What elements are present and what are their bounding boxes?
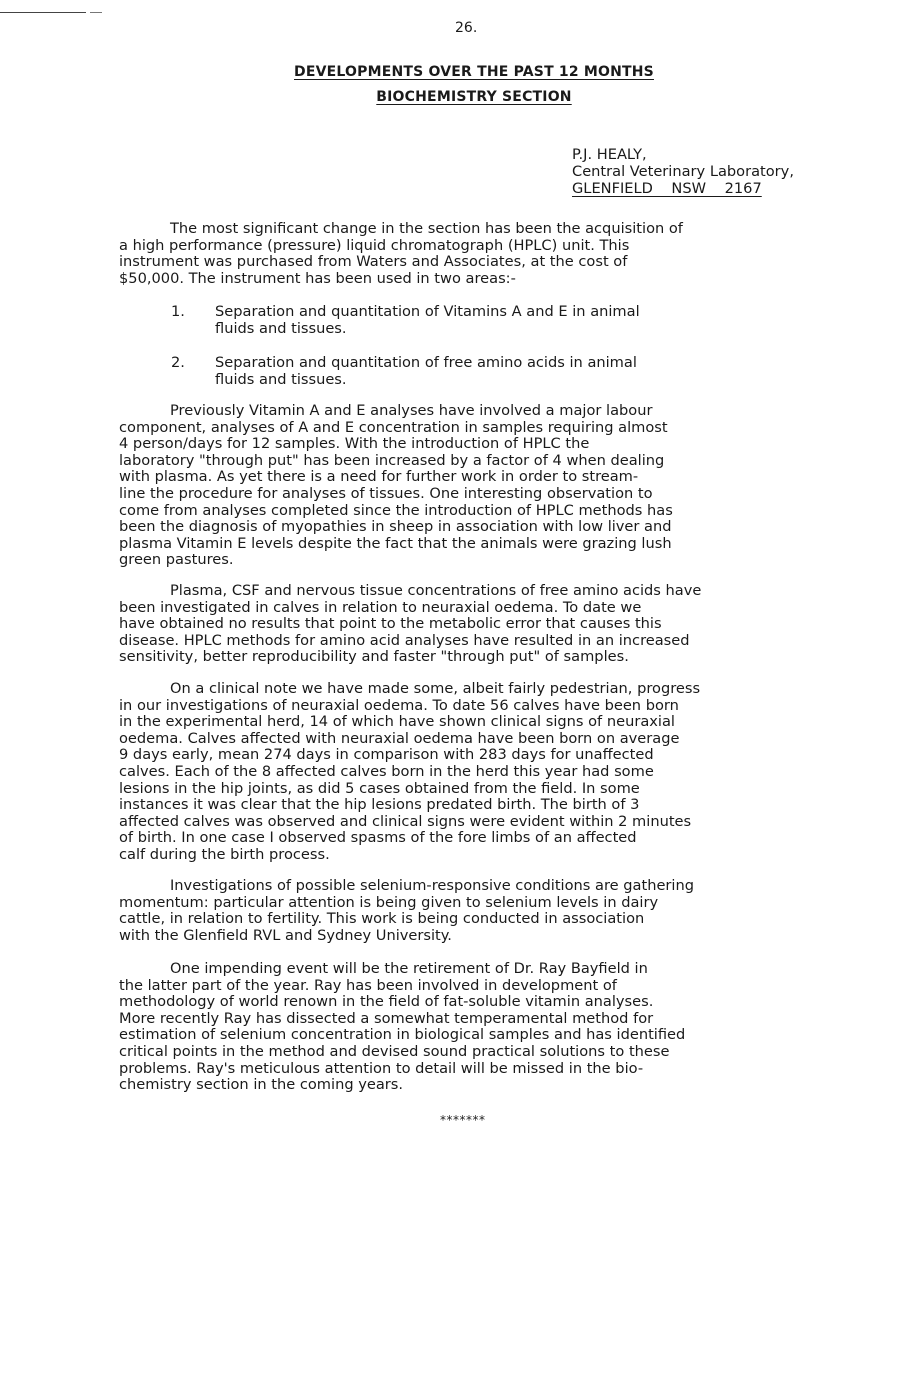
paragraph-line: 4 person/days for 12 samples. With the introduction of HPLC the xyxy=(119,435,590,453)
author-organization: Central Veterinary Laboratory, xyxy=(572,163,794,180)
paragraph-line: $50,000. The instrument has been used in two areas:- xyxy=(119,269,516,287)
list-item-line: fluids and tissues. xyxy=(215,370,347,388)
paragraph-line: plasma Vitamin E levels despite the fact that the animals were grazing lush xyxy=(119,534,672,552)
paragraph-line: More recently Ray has dissected a somewhat temperamental method for xyxy=(119,1009,654,1027)
list-item-line: fluids and tissues. xyxy=(215,319,347,337)
author-address: GLENFIELD NSW 2167 xyxy=(572,180,762,197)
paragraph-line: oedema. Calves affected with neuraxial oedema have been born on average xyxy=(119,729,680,747)
paragraph-line: a high performance (pressure) liquid chromatograph (HPLC) unit. This xyxy=(119,236,630,254)
paragraph-line: line the procedure for analyses of tissues. One interesting observation to xyxy=(119,484,653,502)
paragraph-line: Plasma, CSF and nervous tissue concentrations of free amino acids have xyxy=(170,582,702,599)
paragraph-line: 9 days early, mean 274 days in comparison with 283 days for unaffected xyxy=(119,746,654,764)
list-item-number: 1. xyxy=(171,303,185,320)
paragraph-line: On a clinical note we have made some, albeit fairly pedestrian, progress xyxy=(170,680,701,697)
paragraph-line: green pastures. xyxy=(119,551,234,569)
paragraph-line: of birth. In one case I observed spasms of the fore limbs of an affected xyxy=(119,829,637,847)
paragraph-line: cattle, in relation to fertility. This work is being conducted in association xyxy=(119,910,645,928)
paragraph-line: been investigated in calves in relation to neuraxial oedema. To date we xyxy=(119,598,642,616)
paragraph-line: in the experimental herd, 14 of which have shown clinical signs of neuraxial xyxy=(119,713,675,731)
list-item-line: Separation and quantitation of Vitamins A and E in animal xyxy=(215,303,640,320)
paragraph-line: affected calves was observed and clinical signs were evident within 2 minutes xyxy=(119,812,692,830)
paragraph-line: lesions in the hip joints, as did 5 cases obtained from the field. In some xyxy=(119,779,640,797)
page-number: 26. xyxy=(455,20,478,36)
list-item-number: 2. xyxy=(171,354,185,371)
paragraph-line: instances it was clear that the hip lesions predated birth. The birth of 3 xyxy=(119,796,640,814)
author-block xyxy=(572,146,794,197)
paragraph-selenium xyxy=(119,878,849,944)
paragraph-line: been the diagnosis of myopathies in sheep in association with low liver and xyxy=(119,518,672,536)
paragraph-line: disease. HPLC methods for amino acid analyses have resulted in an increased xyxy=(119,631,690,649)
paragraph-vitamin-analyses xyxy=(119,403,849,569)
paragraph-amino-acids xyxy=(119,583,849,666)
list-item-line: Separation and quantitation of free amino acids in animal xyxy=(215,354,637,371)
section-title-text: BIOCHEMISTRY SECTION xyxy=(376,89,572,105)
document-title-text: DEVELOPMENTS OVER THE PAST 12 MONTHS xyxy=(294,64,654,80)
paragraph-line: the latter part of the year. Ray has been involved in development of xyxy=(119,976,617,994)
header-rule xyxy=(0,12,86,13)
paragraph-line: Previously Vitamin A and E analyses have involved a major labour xyxy=(170,402,653,419)
list-item-text xyxy=(215,304,640,337)
paragraph-line: critical points in the method and devised sound practical solutions to these xyxy=(119,1042,670,1060)
header-rule-tick xyxy=(90,12,102,13)
document-title xyxy=(24,64,900,80)
paragraph-line: in our investigations of neuraxial oedema. To date 56 calves have been born xyxy=(119,696,679,714)
list-item-text xyxy=(215,355,637,388)
paragraph-retirement xyxy=(119,961,849,1094)
paragraph-line: instrument was purchased from Waters and Associates, at the cost of xyxy=(119,253,628,271)
paragraph-line: have obtained no results that point to the metabolic error that causes this xyxy=(119,615,662,633)
paragraph-neuraxial-oedema xyxy=(119,681,849,864)
paragraph-line: momentum: particular attention is being given to selenium levels in dairy xyxy=(119,893,659,911)
paragraph-line: come from analyses completed since the introduction of HPLC methods has xyxy=(119,501,673,519)
paragraph-intro xyxy=(119,221,849,287)
paragraph-line: problems. Ray's meticulous attention to detail will be missed in the bio- xyxy=(119,1059,644,1077)
paragraph-line: The most significant change in the section has been the acquisition of xyxy=(170,220,683,237)
paragraph-line: Investigations of possible selenium-responsive conditions are gathering xyxy=(170,877,694,894)
paragraph-line: component, analyses of A and E concentration in samples requiring almost xyxy=(119,418,668,436)
section-title xyxy=(24,89,900,105)
paragraph-line: with plasma. As yet there is a need for further work in order to stream- xyxy=(119,468,639,486)
paragraph-line: with the Glenfield RVL and Sydney University. xyxy=(119,926,452,944)
paragraph-line: One impending event will be the retirement of Dr. Ray Bayfield in xyxy=(170,960,648,977)
end-mark: ******* xyxy=(440,1113,486,1127)
paragraph-line: chemistry section in the coming years. xyxy=(119,1076,404,1094)
paragraph-line: estimation of selenium concentration in biological samples and has identified xyxy=(119,1026,686,1044)
paragraph-line: sensitivity, better reproducibility and faster "through put" of samples. xyxy=(119,648,629,666)
paragraph-line: calf during the birth process. xyxy=(119,845,330,863)
paragraph-line: laboratory "through put" has been increased by a factor of 4 when dealing xyxy=(119,451,665,469)
paragraph-line: methodology of world renown in the field of fat-soluble vitamin analyses. xyxy=(119,993,654,1011)
paragraph-line: calves. Each of the 8 affected calves born in the herd this year had some xyxy=(119,762,654,780)
author-name: P.J. HEALY, xyxy=(572,146,647,163)
